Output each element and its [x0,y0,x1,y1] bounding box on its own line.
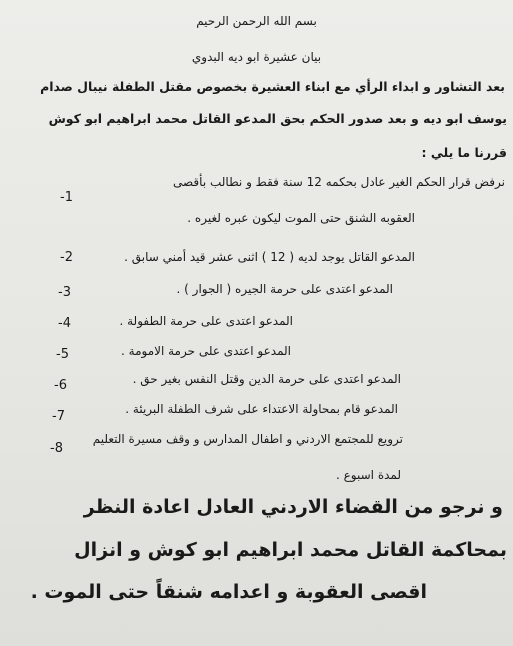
item-number: -6 [54,378,67,393]
item-number: -5 [56,347,69,362]
item-number: -1 [60,190,73,205]
item-number: -2 [60,250,73,265]
item-text: العقوبه الشنق حتى الموت ليكون عبره لغيره . [187,211,415,225]
item-number: -4 [58,316,71,331]
item-text: المدعو اعتدى على حرمة الطفولة . [119,314,293,328]
item-text: المدعو اعتدى على حرمة الامومة . [121,344,291,358]
item-number: -8 [50,441,63,456]
basmala: بسم الله الرحمن الرحيم [196,14,317,28]
intro-line: بعد التشاور و ابداء الرأي مع ابناء العشيرة بخصوص مقتل الطفلة نيبال صدام [40,79,505,94]
item-text: المدعو قام بمحاولة الاعتداء على شرف الطفلة البريئة . [125,402,398,416]
intro-line: قررنا ما يلي : [421,145,507,160]
item-number: -3 [58,285,71,300]
item-number: -7 [52,409,65,424]
item-text: المدعو اعتدى على حرمة الدين وقتل النفس بغير حق . [132,372,401,386]
item-text: نرفض قرار الحكم الغير عادل بحكمه 12 سنة فقط و نطالب بأقصى [173,175,505,189]
item-text: لمدة اسبوع . [336,468,401,482]
item-text: المدعو القاتل يوجد لديه ( 12 ) اثنى عشر قيد أمني سابق . [124,250,415,264]
closing-line: بمحاكمة القاتل محمد ابراهيم ابو كوش و انزال [74,539,507,561]
intro-line: يوسف ابو ديه و بعد صدور الحكم بحق المدعو القاتل محمد ابراهيم ابو كوش [48,111,507,126]
closing-line: اقصى العقوبة و اعدامه شنقاً حتى الموت . [30,581,427,603]
statement-title: بيان عشيرة ابو ديه البدوي [191,50,322,64]
item-text: ترويع للمجتمع الاردني و اطفال المدارس و وقف مسيرة التعليم [92,432,403,446]
closing-line: و نرجو من القضاء الاردني العادل اعادة النظر [83,496,503,518]
item-text: المدعو اعتدى على حرمة الجيره ( الجوار ) . [176,282,393,296]
